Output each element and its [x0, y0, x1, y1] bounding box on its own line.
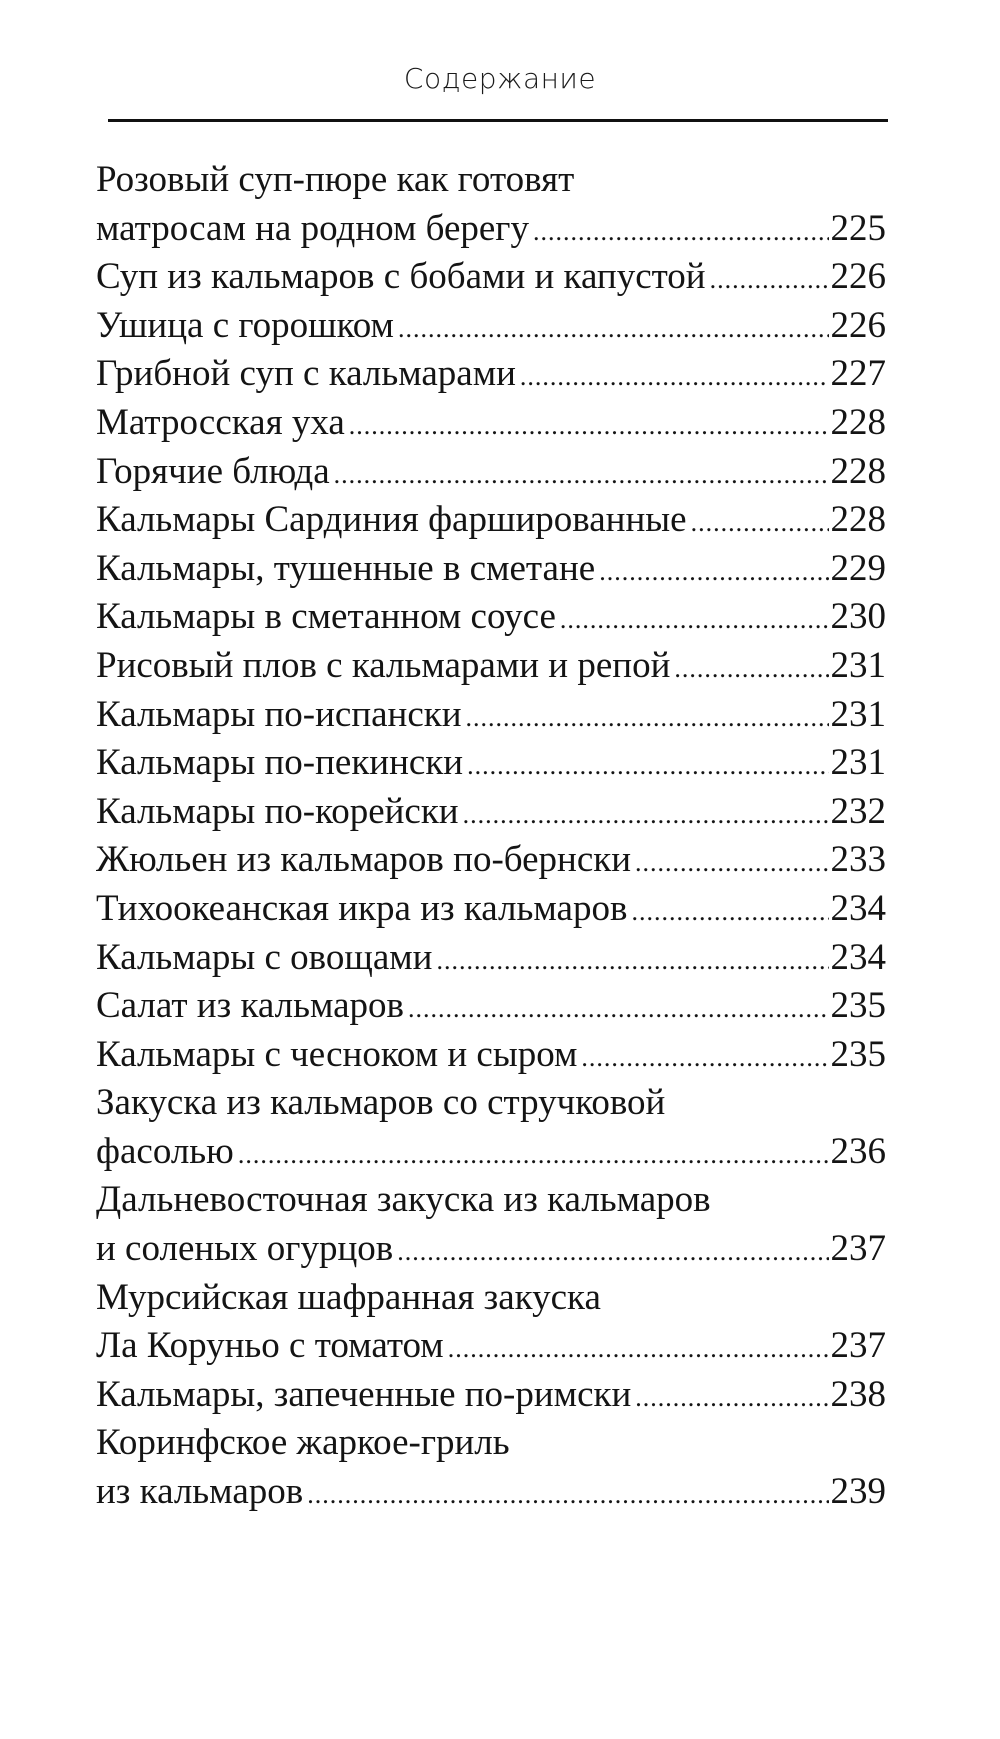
toc-entry-line	[96, 1371, 886, 1420]
toc-entry-line	[96, 545, 886, 594]
toc-entry-title: Грибной суп с кальмарами	[96, 353, 516, 395]
toc-page-number: 228	[830, 401, 886, 443]
dot-leader	[397, 1228, 828, 1277]
toc-entry-line	[96, 1274, 886, 1323]
dot-leader	[631, 888, 828, 937]
toc-entry-line	[96, 1225, 886, 1274]
toc-page-number: 229	[830, 547, 886, 589]
running-head: Содержание	[403, 62, 597, 95]
toc-page-number: 238	[830, 1373, 886, 1415]
dot-leader	[599, 548, 828, 597]
toc-entry-line	[96, 253, 886, 302]
toc-entry[interactable]	[96, 302, 886, 351]
toc-entry-title: матросам на родном берегу	[96, 207, 529, 249]
toc-page-number: 227	[830, 353, 886, 395]
toc-entry[interactable]	[96, 1419, 886, 1516]
toc-entry[interactable]	[96, 448, 886, 497]
toc-entry-line	[96, 739, 886, 788]
toc-entry-line	[96, 1128, 886, 1177]
toc-entry-title: Кальмары с чесноком и сыром	[96, 1033, 578, 1075]
toc-entry-line	[96, 448, 886, 497]
toc-entry[interactable]	[96, 1031, 886, 1080]
dot-leader	[398, 305, 829, 354]
toc-entry-line	[96, 205, 886, 254]
toc-page-number: 234	[830, 936, 886, 978]
toc-entry-line	[96, 496, 886, 545]
dot-leader	[560, 596, 829, 645]
dot-leader	[635, 839, 828, 888]
toc-entry-title: Кальмары Сардиния фаршированные	[96, 499, 687, 541]
toc-entry[interactable]	[96, 642, 886, 691]
toc-page-number: 228	[830, 450, 886, 492]
toc-entry-title: Кальмары, тушенные в сметане	[96, 547, 596, 589]
toc-page-number: 234	[830, 887, 886, 929]
toc-entry[interactable]	[96, 1274, 886, 1371]
toc-entry[interactable]	[96, 496, 886, 545]
toc-entry[interactable]	[96, 399, 886, 448]
toc-page-number: 239	[830, 1471, 886, 1513]
dot-leader	[307, 1471, 828, 1520]
dot-leader	[408, 985, 829, 1034]
toc-entry-line	[96, 1176, 886, 1225]
toc-entry-line	[96, 593, 886, 642]
dot-leader	[635, 1374, 828, 1423]
toc-entry-title: Жюльен из кальмаров по-бернски	[96, 839, 632, 881]
dot-leader	[349, 402, 829, 451]
toc-entry-title: Рисовый плов с кальмарами и репой	[96, 644, 671, 686]
toc-entry-title: Кальмары по-пекински	[96, 742, 464, 784]
toc-entry[interactable]	[96, 739, 886, 788]
toc-entry-title: Салат из кальмаров	[96, 985, 404, 1027]
toc-entry[interactable]	[96, 788, 886, 837]
toc-entry-title: Кальмары в сметанном соусе	[96, 596, 556, 638]
header-rule	[108, 119, 888, 122]
dot-leader	[238, 1131, 829, 1180]
toc-entry-line	[96, 642, 886, 691]
toc-entry-title: Горячие блюда	[96, 450, 330, 492]
toc-entry[interactable]	[96, 1371, 886, 1420]
toc-page-number: 237	[830, 1325, 886, 1367]
toc-entry-line	[96, 350, 886, 399]
toc-entry-title: Кальмары с овощами	[96, 936, 433, 978]
toc-entry-title: Ла Коруньо с томатом	[96, 1325, 444, 1367]
dot-leader	[437, 937, 829, 986]
toc-page-number: 230	[830, 596, 886, 638]
toc-entry[interactable]	[96, 156, 886, 253]
toc-entry-title: Мурсийская шафранная закуска	[96, 1276, 601, 1318]
toc-page-number: 233	[830, 839, 886, 881]
dot-leader	[334, 451, 829, 500]
toc-entry-line	[96, 982, 886, 1031]
toc-entry-title: Кальмары по-испански	[96, 693, 462, 735]
toc-entry[interactable]	[96, 253, 886, 302]
toc-entry-line	[96, 302, 886, 351]
dot-leader	[691, 499, 829, 548]
toc-entry[interactable]	[96, 691, 886, 740]
toc-entry-line	[96, 885, 886, 934]
toc-page-number: 236	[830, 1130, 886, 1172]
toc-entry-title: Матросская уха	[96, 401, 345, 443]
toc-page-number: 228	[830, 499, 886, 541]
toc-entry[interactable]	[96, 1079, 886, 1176]
toc-entry-title: фасолью	[96, 1130, 234, 1172]
dot-leader	[467, 742, 828, 791]
toc-entry[interactable]	[96, 1176, 886, 1273]
toc-entry-line	[96, 1468, 886, 1517]
toc-entry[interactable]	[96, 836, 886, 885]
dot-leader	[448, 1325, 829, 1374]
toc-entry-title: из кальмаров	[96, 1471, 304, 1513]
toc-entry-title: Суп из кальмаров с бобами и капустой	[96, 256, 706, 298]
toc-entry[interactable]	[96, 885, 886, 934]
toc-entry-line	[96, 691, 886, 740]
toc-entry-title: Дальневосточная закуска из кальмаров	[96, 1179, 711, 1221]
toc-page-number: 225	[830, 207, 886, 249]
toc-entry-title: Тихоокеанская икра из кальмаров	[96, 887, 628, 929]
table-of-contents	[96, 156, 886, 1517]
dot-leader	[520, 353, 829, 402]
toc-entry-line	[96, 1322, 886, 1371]
toc-entry-line	[96, 156, 886, 205]
toc-page-number: 235	[830, 985, 886, 1027]
dot-leader	[533, 208, 829, 257]
toc-entry-line	[96, 1031, 886, 1080]
toc-entry-title: и соленых огурцов	[96, 1228, 394, 1270]
dot-leader	[463, 791, 829, 840]
toc-entry[interactable]	[96, 545, 886, 594]
toc-entry-line	[96, 1419, 886, 1468]
toc-page-number: 226	[830, 256, 886, 298]
toc-entry[interactable]	[96, 934, 886, 983]
toc-page-number: 232	[830, 790, 886, 832]
toc-entry[interactable]	[96, 350, 886, 399]
toc-entry-line	[96, 934, 886, 983]
toc-entry[interactable]	[96, 593, 886, 642]
dot-leader	[466, 694, 829, 743]
toc-entry-title: Розовый суп-пюре как готовят	[96, 159, 575, 200]
toc-entry-title: Кальмары по-корейски	[96, 790, 459, 832]
toc-entry-title: Закуска из кальмаров со стручковой	[96, 1082, 666, 1124]
toc-entry-title: Коринфское жаркое-гриль	[96, 1422, 510, 1464]
dot-leader	[674, 645, 828, 694]
toc-entry-title: Кальмары, запеченные по-римски	[96, 1373, 632, 1415]
toc-page-number: 231	[830, 693, 886, 735]
toc-page-number: 226	[830, 304, 886, 346]
toc-page-number: 231	[830, 644, 886, 686]
toc-entry-line	[96, 399, 886, 448]
dot-leader	[581, 1034, 828, 1083]
toc-page-number: 231	[830, 742, 886, 784]
dot-leader	[710, 256, 829, 305]
toc-page-number: 235	[830, 1033, 886, 1075]
toc-entry-line	[96, 836, 886, 885]
toc-entry-title: Ушица с горошком	[96, 304, 394, 346]
toc-page-number: 237	[830, 1228, 886, 1270]
toc-entry-line	[96, 788, 886, 837]
toc-entry-line	[96, 1079, 886, 1128]
toc-entry[interactable]	[96, 982, 886, 1031]
